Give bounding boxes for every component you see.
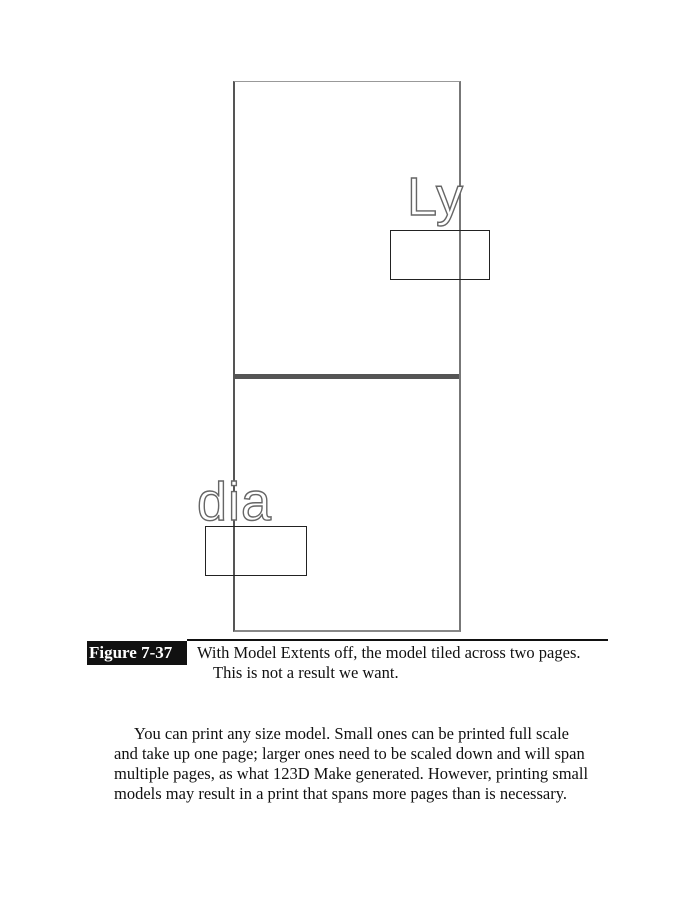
- page-divider: [235, 374, 459, 379]
- top-tile-rectangle: [390, 230, 490, 280]
- paragraph-line: models may result in a print that spans more pages than is necessary.: [114, 784, 568, 803]
- bottom-tile-rectangle: [205, 526, 307, 576]
- paragraph-line: You can print any size model. Small ones can be printed full scale: [134, 724, 570, 743]
- top-tile-outline-text: Ly: [407, 167, 465, 227]
- body-paragraph: [114, 724, 614, 804]
- figure-image: [197, 81, 465, 632]
- figure-label: Figure 7-37: [87, 641, 187, 665]
- caption-rule: [187, 639, 608, 641]
- caption-line: This is not a result we want.: [213, 663, 399, 682]
- figure-caption: [197, 643, 607, 683]
- caption-line: With Model Extents off, the model tiled across two pages.: [197, 643, 581, 662]
- paragraph-line: multiple pages, as what 123D Make generated. However, printing small: [114, 764, 589, 783]
- paragraph-line: and take up one page; larger ones need to be scaled down and will span: [114, 744, 585, 763]
- bottom-tile-outline-text: dia: [197, 472, 273, 532]
